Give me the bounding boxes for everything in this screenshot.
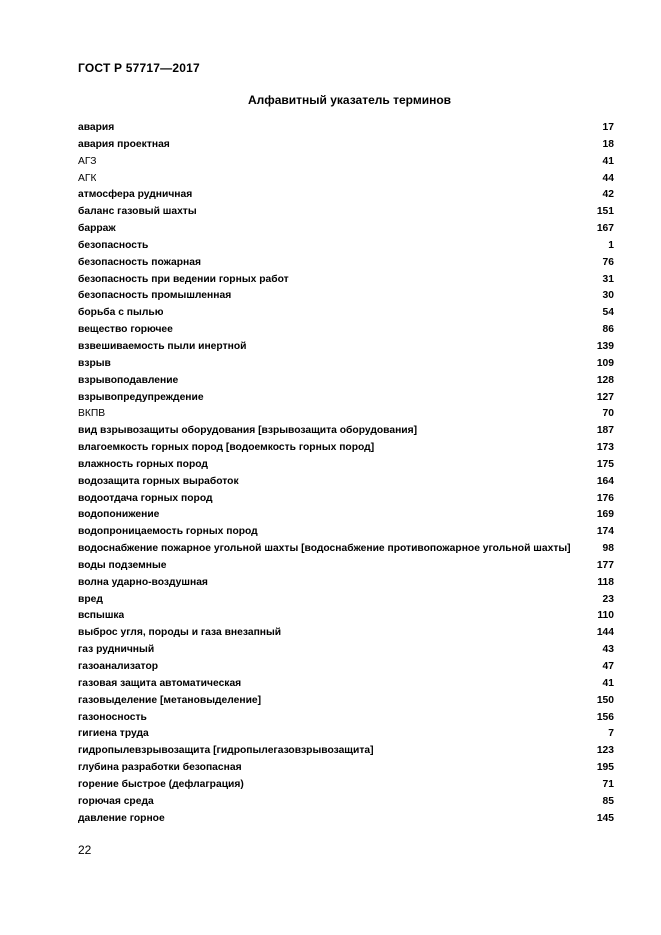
index-entry bbox=[78, 305, 614, 322]
index-entry bbox=[78, 187, 614, 204]
index-entry bbox=[78, 288, 614, 305]
index-term: влагоемкость горных пород [водоемкость горных пород] bbox=[78, 442, 375, 454]
index-page-ref: 71 bbox=[602, 778, 614, 790]
index-entry bbox=[78, 676, 614, 693]
index-entry bbox=[78, 171, 614, 188]
index-entry bbox=[78, 255, 614, 272]
index-page-ref: 195 bbox=[596, 762, 614, 774]
index-page-ref: 173 bbox=[596, 442, 614, 454]
index-page-ref: 70 bbox=[602, 408, 614, 420]
index-page-ref: 18 bbox=[602, 138, 614, 150]
index-page-ref: 41 bbox=[602, 677, 614, 689]
index-term: взрыв bbox=[78, 357, 111, 369]
index-term: гигиена труда bbox=[78, 728, 149, 740]
index-term: баланс газовый шахты bbox=[78, 206, 197, 218]
index-entry bbox=[78, 474, 614, 491]
index-entry bbox=[78, 221, 614, 238]
index-page-ref: 109 bbox=[596, 357, 614, 369]
index-term: безопасность при ведении горных работ bbox=[78, 273, 289, 285]
index-term: вещество горючее bbox=[78, 324, 173, 336]
index-entry bbox=[78, 659, 614, 676]
index-page-ref: 127 bbox=[596, 391, 614, 403]
index-entry bbox=[78, 491, 614, 508]
page-number: 22 bbox=[78, 843, 92, 857]
index-page-ref: 139 bbox=[596, 340, 614, 352]
index-page-ref: 1 bbox=[608, 239, 614, 251]
index-page-ref: 76 bbox=[602, 256, 614, 268]
index-term: авария проектная bbox=[78, 138, 170, 150]
index-term: газовыделение [метановыделение] bbox=[78, 694, 262, 706]
index-term: давление горное bbox=[78, 812, 165, 824]
index-term: АГК bbox=[78, 172, 97, 184]
index-term: безопасность bbox=[78, 239, 149, 251]
index-entry bbox=[78, 541, 614, 558]
index-page-ref: 17 bbox=[602, 122, 614, 133]
index-page-ref: 175 bbox=[596, 458, 614, 470]
index-page-ref: 30 bbox=[602, 290, 614, 302]
index-term: гидропылевзрывозащита [гидропылегазовзрывозащита] bbox=[78, 745, 374, 757]
index-entry bbox=[78, 154, 614, 171]
index-term: атмосфера рудничная bbox=[78, 189, 193, 201]
index-term: глубина разработки безопасная bbox=[78, 762, 242, 774]
index-term: выброс угля, породы и газа внезапный bbox=[78, 627, 282, 639]
index-page-ref: 176 bbox=[596, 492, 614, 504]
index-page-ref: 144 bbox=[596, 627, 614, 639]
index-entry bbox=[78, 558, 614, 575]
index-term: безопасность пожарная bbox=[78, 256, 202, 268]
index-term: влажность горных пород bbox=[78, 458, 208, 470]
index-page-ref: 44 bbox=[602, 172, 614, 184]
index-page-ref: 167 bbox=[596, 223, 614, 235]
index-entry bbox=[78, 120, 614, 137]
index-entry bbox=[78, 625, 614, 642]
index-page-ref: 42 bbox=[602, 189, 614, 201]
index-term: взвешиваемость пыли инертной bbox=[78, 340, 247, 352]
index-term: водопроницаемость горных пород bbox=[78, 526, 258, 538]
index-entry bbox=[78, 693, 614, 710]
index-entry bbox=[78, 137, 614, 154]
index-entry bbox=[78, 592, 614, 609]
index-entry bbox=[78, 507, 614, 524]
term-index-list bbox=[78, 120, 614, 827]
index-entry bbox=[78, 710, 614, 727]
index-page-ref: 156 bbox=[596, 711, 614, 723]
index-term: водозащита горных выработок bbox=[78, 475, 239, 487]
index-page-ref: 128 bbox=[596, 374, 614, 386]
index-term: водоотдача горных пород bbox=[78, 492, 213, 504]
index-term: водопонижение bbox=[78, 509, 160, 521]
index-entry bbox=[78, 608, 614, 625]
index-term: вспышка bbox=[78, 610, 125, 622]
index-entry bbox=[78, 356, 614, 373]
index-entry bbox=[78, 642, 614, 659]
index-term: АГЗ bbox=[78, 155, 97, 167]
index-page-ref: 123 bbox=[596, 745, 614, 757]
index-term: газ рудничный bbox=[78, 644, 155, 656]
index-entry bbox=[78, 794, 614, 811]
index-entry bbox=[78, 524, 614, 541]
index-entry bbox=[78, 760, 614, 777]
index-page-ref: 85 bbox=[602, 795, 614, 807]
index-term: борьба с пылью bbox=[78, 307, 164, 319]
index-entry bbox=[78, 777, 614, 794]
index-entry bbox=[78, 811, 614, 828]
index-entry bbox=[78, 322, 614, 339]
index-entry bbox=[78, 440, 614, 457]
index-entry bbox=[78, 457, 614, 474]
index-term: барраж bbox=[78, 223, 116, 235]
index-page-ref: 174 bbox=[596, 526, 614, 538]
index-page-ref: 150 bbox=[596, 694, 614, 706]
index-page-ref: 98 bbox=[602, 543, 614, 555]
index-page-ref: 110 bbox=[597, 610, 614, 622]
index-term: водоснабжение пожарное угольной шахты [водоснабжение противопожарное угольной шахты] bbox=[78, 543, 571, 555]
index-term: газовая защита автоматическая bbox=[78, 677, 242, 689]
index-page-ref: 118 bbox=[597, 576, 614, 588]
index-page-ref: 7 bbox=[608, 728, 614, 740]
index-term: воды подземные bbox=[78, 559, 167, 571]
index-page-ref: 47 bbox=[602, 661, 614, 672]
index-page-ref: 54 bbox=[602, 307, 614, 319]
index-entry bbox=[78, 272, 614, 289]
index-term: ВКПВ bbox=[78, 408, 106, 420]
index-entry bbox=[78, 423, 614, 440]
index-entry bbox=[78, 390, 614, 407]
index-entry bbox=[78, 204, 614, 221]
index-term: газоанализатор bbox=[78, 661, 159, 672]
index-entry bbox=[78, 339, 614, 356]
index-term: взрывопредупреждение bbox=[78, 391, 204, 403]
index-page-ref: 41 bbox=[602, 155, 614, 167]
index-entry bbox=[78, 575, 614, 592]
index-term: горение быстрое (дефлаграция) bbox=[78, 778, 244, 790]
index-term: взрывоподавление bbox=[78, 374, 179, 386]
document-code-header: ГОСТ Р 57717—2017 bbox=[78, 61, 200, 75]
index-title: Алфавитный указатель терминов bbox=[247, 93, 452, 107]
index-page-ref: 187 bbox=[596, 425, 614, 437]
index-page-ref: 23 bbox=[602, 593, 614, 605]
index-entry bbox=[78, 743, 614, 760]
index-term: вид взрывозащиты оборудования [взрывозащита оборудования] bbox=[78, 425, 418, 437]
index-page-ref: 151 bbox=[596, 206, 614, 218]
index-term: газоносность bbox=[78, 711, 147, 723]
index-page-ref: 145 bbox=[596, 812, 614, 824]
index-page-ref: 169 bbox=[596, 509, 614, 521]
index-entry bbox=[78, 373, 614, 390]
index-term: безопасность промышленная bbox=[78, 290, 232, 302]
index-term: волна ударно-воздушная bbox=[78, 576, 208, 588]
index-page-ref: 86 bbox=[602, 324, 614, 336]
index-page-ref: 177 bbox=[596, 559, 614, 571]
index-entry bbox=[78, 726, 614, 743]
index-entry bbox=[78, 406, 614, 423]
index-page-ref: 43 bbox=[602, 644, 614, 656]
index-entry bbox=[78, 238, 614, 255]
index-term: авария bbox=[78, 122, 115, 133]
index-term: горючая среда bbox=[78, 795, 154, 807]
index-page-ref: 164 bbox=[596, 475, 614, 487]
index-term: вред bbox=[78, 593, 103, 605]
index-page-ref: 31 bbox=[602, 273, 614, 285]
